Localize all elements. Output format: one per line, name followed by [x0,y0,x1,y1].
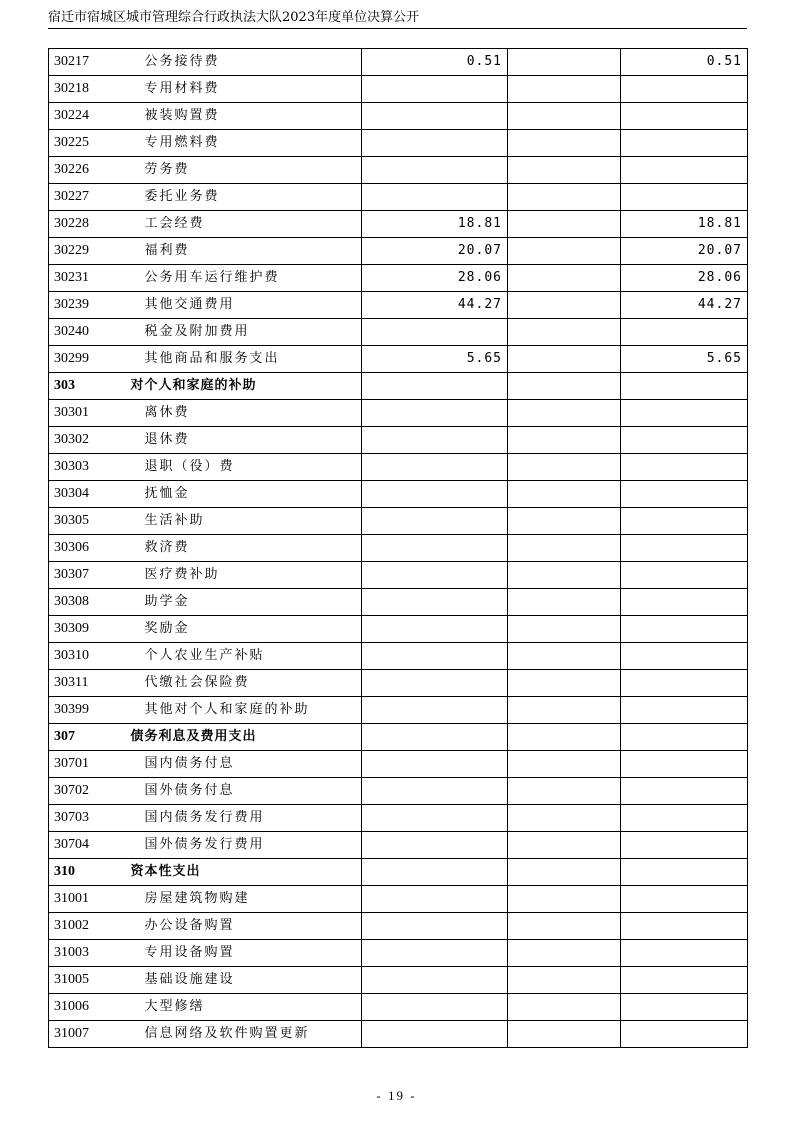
subject-name-cell: 奖励金 [119,616,362,643]
amount-right-cell [621,481,748,508]
subject-code-cell: 30301 [49,400,119,427]
subject-code-cell: 30308 [49,589,119,616]
amount-middle-cell [508,832,621,859]
table-row [49,832,748,859]
subject-name-cell: 房屋建筑物购建 [119,886,362,913]
subject-code-cell: 30217 [49,49,119,76]
subject-code-cell: 30225 [49,130,119,157]
subject-name-cell: 个人农业生产补贴 [119,643,362,670]
amount-right-cell [621,427,748,454]
subject-code-cell: 30704 [49,832,119,859]
subject-code-cell: 30701 [49,751,119,778]
amount-right-cell [621,130,748,157]
subject-code-cell: 31005 [49,967,119,994]
amount-middle-cell [508,454,621,481]
amount-middle-cell [508,481,621,508]
amount-middle-cell [508,211,621,238]
subject-name-cell: 医疗费补助 [119,562,362,589]
amount-middle-cell [508,400,621,427]
amount-right-cell [621,859,748,886]
amount-right-cell [621,832,748,859]
amount-total-cell [362,562,508,589]
table-row [49,1021,748,1048]
table-row [49,427,748,454]
amount-middle-cell [508,751,621,778]
category-row [49,724,748,751]
subject-code-cell: 30231 [49,265,119,292]
amount-total-cell [362,319,508,346]
subject-name-cell: 救济费 [119,535,362,562]
subject-code-cell: 30304 [49,481,119,508]
subject-name-cell: 资本性支出 [119,859,362,886]
amount-right-cell [621,76,748,103]
amount-middle-cell [508,697,621,724]
amount-middle-cell [508,670,621,697]
amount-right-cell [621,940,748,967]
amount-total-cell [362,454,508,481]
amount-total-cell [362,481,508,508]
amount-right-cell [621,643,748,670]
subject-name-cell: 国外债务发行费用 [119,832,362,859]
table-row [49,400,748,427]
amount-total-cell: 28.06 [362,265,508,292]
subject-code-cell: 30307 [49,562,119,589]
amount-middle-cell [508,994,621,1021]
amount-total-cell: 0.51 [362,49,508,76]
subject-name-cell: 专用材料费 [119,76,362,103]
subject-name-cell: 其他对个人和家庭的补助 [119,697,362,724]
amount-right-cell: 5.65 [621,346,748,373]
amount-right-cell [621,508,748,535]
table-row [49,589,748,616]
amount-right-cell [621,319,748,346]
subject-name-cell: 代缴社会保险费 [119,670,362,697]
subject-code-cell: 307 [49,724,119,751]
subject-name-cell: 退职（役）费 [119,454,362,481]
table-row [49,49,748,76]
amount-total-cell: 5.65 [362,346,508,373]
table-row [49,157,748,184]
subject-code-cell: 310 [49,859,119,886]
document-title: 宿迁市宿城区城市管理综合行政执法大队2023年度单位决算公开 [48,10,420,25]
subject-name-cell: 退休费 [119,427,362,454]
amount-total-cell [362,400,508,427]
table-row [49,76,748,103]
amount-total-cell [362,427,508,454]
amount-right-cell [621,454,748,481]
subject-name-cell: 公务接待费 [119,49,362,76]
amount-right-cell: 20.07 [621,238,748,265]
amount-middle-cell [508,724,621,751]
subject-code-cell: 30228 [49,211,119,238]
amount-middle-cell [508,886,621,913]
subject-name-cell: 公务用车运行维护费 [119,265,362,292]
amount-right-cell [621,562,748,589]
table-row [49,211,748,238]
subject-name-cell: 其他商品和服务支出 [119,346,362,373]
subject-code-cell: 30310 [49,643,119,670]
table-row [49,751,748,778]
amount-middle-cell [508,967,621,994]
table-row [49,319,748,346]
amount-right-cell [621,994,748,1021]
page-number: - 19 - [376,1088,417,1103]
amount-right-cell [621,373,748,400]
subject-code-cell: 30227 [49,184,119,211]
amount-right-cell [621,724,748,751]
table-row [49,778,748,805]
subject-code-cell: 30306 [49,535,119,562]
subject-code-cell: 30299 [49,346,119,373]
amount-total-cell [362,589,508,616]
subject-code-cell: 30229 [49,238,119,265]
amount-total-cell: 20.07 [362,238,508,265]
amount-total-cell [362,130,508,157]
subject-name-cell: 助学金 [119,589,362,616]
amount-right-cell [621,886,748,913]
subject-name-cell: 办公设备购置 [119,913,362,940]
amount-middle-cell [508,508,621,535]
subject-code-cell: 30305 [49,508,119,535]
amount-total-cell [362,832,508,859]
subject-name-cell: 委托业务费 [119,184,362,211]
subject-name-cell: 信息网络及软件购置更新 [119,1021,362,1048]
amount-middle-cell [508,427,621,454]
subject-code-cell: 30218 [49,76,119,103]
table-row [49,346,748,373]
subject-code-cell: 30703 [49,805,119,832]
subject-code-cell: 31006 [49,994,119,1021]
amount-middle-cell [508,913,621,940]
amount-right-cell [621,184,748,211]
subject-name-cell: 专用设备购置 [119,940,362,967]
amount-total-cell [362,913,508,940]
amount-total-cell [362,886,508,913]
subject-code-cell: 30224 [49,103,119,130]
table-row [49,535,748,562]
subject-name-cell: 被装购置费 [119,103,362,130]
amount-middle-cell [508,265,621,292]
subject-name-cell: 基础设施建设 [119,967,362,994]
subject-code-cell: 30311 [49,670,119,697]
table-row [49,805,748,832]
table-row [49,508,748,535]
amount-total-cell [362,184,508,211]
table-row [49,616,748,643]
amount-right-cell [621,670,748,697]
amount-middle-cell [508,103,621,130]
amount-total-cell: 44.27 [362,292,508,319]
table-row [49,265,748,292]
amount-total-cell [362,643,508,670]
amount-total-cell [362,859,508,886]
subject-code-cell: 31002 [49,913,119,940]
amount-total-cell [362,940,508,967]
amount-middle-cell [508,373,621,400]
table-row [49,562,748,589]
amount-right-cell [621,103,748,130]
amount-middle-cell [508,589,621,616]
amount-total-cell [362,778,508,805]
subject-code-cell: 31003 [49,940,119,967]
table-row [49,238,748,265]
amount-total-cell [362,373,508,400]
table-row [49,454,748,481]
amount-right-cell [621,778,748,805]
table-row [49,481,748,508]
amount-right-cell [621,967,748,994]
amount-total-cell [362,697,508,724]
table-row [49,886,748,913]
amount-middle-cell [508,184,621,211]
amount-right-cell [621,751,748,778]
amount-total-cell [362,751,508,778]
table-row [49,292,748,319]
category-row [49,859,748,886]
amount-middle-cell [508,859,621,886]
table-row [49,103,748,130]
subject-code-cell: 30309 [49,616,119,643]
amount-middle-cell [508,292,621,319]
subject-code-cell: 30303 [49,454,119,481]
amount-right-cell: 28.06 [621,265,748,292]
table-row [49,670,748,697]
table-row [49,184,748,211]
amount-middle-cell [508,778,621,805]
amount-total-cell [362,724,508,751]
amount-total-cell [362,508,508,535]
amount-middle-cell [508,238,621,265]
amount-total-cell [362,103,508,130]
subject-name-cell: 债务利息及费用支出 [119,724,362,751]
amount-right-cell [621,913,748,940]
table-row [49,967,748,994]
subject-name-cell: 生活补助 [119,508,362,535]
amount-total-cell [362,994,508,1021]
amount-middle-cell [508,616,621,643]
amount-right-cell [621,589,748,616]
amount-right-cell [621,1021,748,1048]
amount-middle-cell [508,643,621,670]
amount-middle-cell [508,157,621,184]
amount-right-cell [621,157,748,184]
amount-total-cell [362,616,508,643]
subject-name-cell: 国内债务付息 [119,751,362,778]
amount-middle-cell [508,940,621,967]
amount-middle-cell [508,319,621,346]
table-row [49,643,748,670]
table-row [49,994,748,1021]
subject-name-cell: 国内债务发行费用 [119,805,362,832]
amount-total-cell: 18.81 [362,211,508,238]
amount-middle-cell [508,346,621,373]
amount-right-cell: 18.81 [621,211,748,238]
amount-middle-cell [508,1021,621,1048]
amount-right-cell [621,805,748,832]
amount-total-cell [362,76,508,103]
subject-code-cell: 31007 [49,1021,119,1048]
amount-right-cell: 0.51 [621,49,748,76]
amount-total-cell [362,535,508,562]
subject-name-cell: 离休费 [119,400,362,427]
subject-code-cell: 30399 [49,697,119,724]
subject-name-cell: 其他交通费用 [119,292,362,319]
amount-middle-cell [508,805,621,832]
amount-right-cell: 44.27 [621,292,748,319]
subject-name-cell: 工会经费 [119,211,362,238]
subject-code-cell: 31001 [49,886,119,913]
amount-middle-cell [508,130,621,157]
table-row [49,940,748,967]
subject-name-cell: 抚恤金 [119,481,362,508]
amount-total-cell [362,967,508,994]
amount-right-cell [621,616,748,643]
subject-code-cell: 30302 [49,427,119,454]
category-row [49,373,748,400]
subject-code-cell: 303 [49,373,119,400]
expenditure-table [48,48,748,1048]
amount-middle-cell [508,49,621,76]
amount-total-cell [362,670,508,697]
expenditure-table-body [49,49,748,1048]
subject-name-cell: 大型修缮 [119,994,362,1021]
subject-name-cell: 专用燃料费 [119,130,362,157]
table-row [49,913,748,940]
amount-total-cell [362,157,508,184]
amount-total-cell [362,805,508,832]
subject-name-cell: 税金及附加费用 [119,319,362,346]
amount-middle-cell [508,562,621,589]
amount-right-cell [621,535,748,562]
subject-code-cell: 30240 [49,319,119,346]
subject-code-cell: 30226 [49,157,119,184]
table-row [49,697,748,724]
amount-right-cell [621,400,748,427]
amount-right-cell [621,697,748,724]
subject-name-cell: 劳务费 [119,157,362,184]
amount-middle-cell [508,76,621,103]
subject-name-cell: 福利费 [119,238,362,265]
page-header [48,8,747,29]
subject-code-cell: 30239 [49,292,119,319]
amount-middle-cell [508,535,621,562]
subject-name-cell: 国外债务付息 [119,778,362,805]
subject-code-cell: 30702 [49,778,119,805]
amount-total-cell [362,1021,508,1048]
subject-name-cell: 对个人和家庭的补助 [119,373,362,400]
table-row [49,130,748,157]
